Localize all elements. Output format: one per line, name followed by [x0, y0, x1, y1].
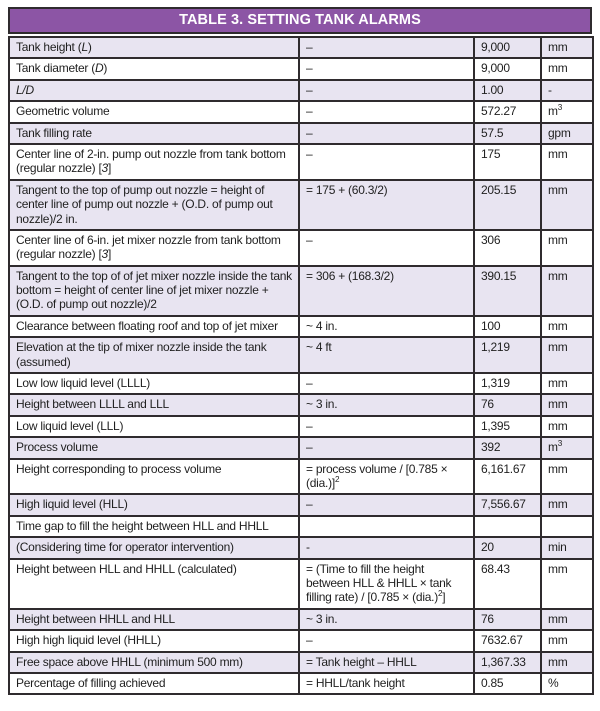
description-cell: Process volume	[9, 437, 299, 458]
unit-cell: mm	[541, 459, 593, 495]
value-cell: 7,556.67	[474, 494, 541, 515]
value-cell: 175	[474, 144, 541, 180]
formula-cell: –	[299, 80, 474, 101]
value-cell: 1,395	[474, 416, 541, 437]
description-cell: Low liquid level (LLL)	[9, 416, 299, 437]
description-cell: Clearance between floating roof and top of jet mixer	[9, 316, 299, 337]
formula-cell: –	[299, 58, 474, 79]
unit-cell: mm	[541, 230, 593, 266]
value-cell: 9,000	[474, 58, 541, 79]
table-row	[9, 437, 593, 458]
table-row	[9, 337, 593, 373]
unit-cell: mm	[541, 58, 593, 79]
unit-cell: mm	[541, 180, 593, 230]
description-cell: Center line of 6-in. jet mixer nozzle from tank bottom (regular nozzle) [3]	[9, 230, 299, 266]
description-cell: (Considering time for operator intervention)	[9, 537, 299, 558]
formula-cell: = 306 + (168.3/2)	[299, 266, 474, 316]
value-cell: 392	[474, 437, 541, 458]
unit-cell: mm	[541, 337, 593, 373]
unit-cell: $m^3$	[541, 437, 593, 458]
formula-cell: ~ 3 in.	[299, 394, 474, 415]
value-cell: 76	[474, 394, 541, 415]
table-row	[9, 630, 593, 651]
description-cell: Height between HLL and HHLL (calculated)	[9, 559, 299, 609]
formula-cell: = Tank height – HHLL	[299, 652, 474, 673]
table-row	[9, 516, 593, 537]
value-cell: 68.43	[474, 559, 541, 609]
description-cell: Height between HHLL and HLL	[9, 609, 299, 630]
unit-cell: -	[541, 80, 593, 101]
value-cell: 1,219	[474, 337, 541, 373]
unit-cell: gpm	[541, 123, 593, 144]
value-cell: 6,161.67	[474, 459, 541, 495]
formula-cell: ~ 3 in.	[299, 609, 474, 630]
description-cell: Geometric volume	[9, 101, 299, 122]
unit-cell: mm	[541, 494, 593, 515]
description-cell: Tangent to the top of of jet mixer nozzle inside the tank bottom = height of center line of jet mixer nozzle + (O.D. of pump out nozzle)/2	[9, 266, 299, 316]
formula-cell: –	[299, 494, 474, 515]
description-cell: Free space above HHLL (minimum 500 mm)	[9, 652, 299, 673]
table-row	[9, 537, 593, 558]
value-cell: 390.15	[474, 266, 541, 316]
table-row	[9, 316, 593, 337]
table-row	[9, 58, 593, 79]
formula-cell: -	[299, 537, 474, 558]
formula-cell	[299, 516, 474, 537]
formula-cell: –	[299, 37, 474, 58]
description-cell: Percentage of filling achieved	[9, 673, 299, 694]
table-row	[9, 37, 593, 58]
table-row	[9, 123, 593, 144]
description-cell: Low low liquid level (LLLL)	[9, 373, 299, 394]
table-row	[9, 673, 593, 694]
description-cell: Tank filling rate	[9, 123, 299, 144]
unit-cell: mm	[541, 266, 593, 316]
formula-cell: –	[299, 101, 474, 122]
unit-cell: mm	[541, 416, 593, 437]
unit-cell: mm	[541, 652, 593, 673]
formula-cell: ~ 4 ft	[299, 337, 474, 373]
formula-cell: –	[299, 373, 474, 394]
unit-cell: mm	[541, 630, 593, 651]
value-cell: 1,367.33	[474, 652, 541, 673]
value-cell: 1.00	[474, 80, 541, 101]
table-row	[9, 494, 593, 515]
value-cell: 57.5	[474, 123, 541, 144]
formula-cell: = 175 + (60.3/2)	[299, 180, 474, 230]
description-cell: Tangent to the top of pump out nozzle = height of center line of pump out nozzle + (O.D. of pump out nozzle)/2 in.	[9, 180, 299, 230]
table-row	[9, 266, 593, 316]
unit-cell: $m^3$	[541, 101, 593, 122]
description-cell: High liquid level (HLL)	[9, 494, 299, 515]
unit-cell: mm	[541, 37, 593, 58]
value-cell: 1,319	[474, 373, 541, 394]
table-row	[9, 459, 593, 495]
value-cell: 306	[474, 230, 541, 266]
formula-cell: = HHLL/tank height	[299, 673, 474, 694]
value-cell: 76	[474, 609, 541, 630]
value-cell: 572.27	[474, 101, 541, 122]
description-cell: Height corresponding to process volume	[9, 459, 299, 495]
unit-cell: mm	[541, 373, 593, 394]
value-cell: 20	[474, 537, 541, 558]
formula-cell: –	[299, 416, 474, 437]
unit-cell: %	[541, 673, 593, 694]
table-row	[9, 230, 593, 266]
value-cell: 0.85	[474, 673, 541, 694]
table-row	[9, 416, 593, 437]
table-row	[9, 394, 593, 415]
unit-cell: mm	[541, 316, 593, 337]
formula-cell: –	[299, 230, 474, 266]
table-row	[9, 652, 593, 673]
formula-cell: = (Time to fill the height between HLL & HHLL × tank filling rate) / $[0.785 \times (dia.)^2]$	[299, 559, 474, 609]
value-cell: 100	[474, 316, 541, 337]
value-cell	[474, 516, 541, 537]
unit-cell: mm	[541, 609, 593, 630]
value-cell: 205.15	[474, 180, 541, 230]
table-title: TABLE 3. SETTING TANK ALARMS	[8, 7, 592, 34]
description-cell: L/D	[9, 80, 299, 101]
description-cell: Tank diameter (D)	[9, 58, 299, 79]
table-row	[9, 101, 593, 122]
table-row	[9, 559, 593, 609]
value-cell: 9,000	[474, 37, 541, 58]
formula-cell: = process volume / $[0.785 \times (dia.)]^2$	[299, 459, 474, 495]
table-row	[9, 144, 593, 180]
table-body	[9, 37, 593, 694]
description-cell: Time gap to fill the height between HLL and HHLL	[9, 516, 299, 537]
table-row	[9, 609, 593, 630]
table-row	[9, 80, 593, 101]
table-row	[9, 180, 593, 230]
description-cell: Height between LLLL and LLL	[9, 394, 299, 415]
description-cell: Center line of 2-in. pump out nozzle from tank bottom (regular nozzle) [3]	[9, 144, 299, 180]
formula-cell: –	[299, 144, 474, 180]
formula-cell: ~ 4 in.	[299, 316, 474, 337]
description-cell: Elevation at the tip of mixer nozzle inside the tank (assumed)	[9, 337, 299, 373]
unit-cell: mm	[541, 559, 593, 609]
unit-cell: mm	[541, 144, 593, 180]
tank-alarms-table	[8, 36, 594, 695]
value-cell: 7632.67	[474, 630, 541, 651]
formula-cell: –	[299, 630, 474, 651]
formula-cell: –	[299, 123, 474, 144]
unit-cell: min	[541, 537, 593, 558]
unit-cell	[541, 516, 593, 537]
description-cell: Tank height (L)	[9, 37, 299, 58]
formula-cell: –	[299, 437, 474, 458]
description-cell: High high liquid level (HHLL)	[9, 630, 299, 651]
table-row	[9, 373, 593, 394]
unit-cell: mm	[541, 394, 593, 415]
